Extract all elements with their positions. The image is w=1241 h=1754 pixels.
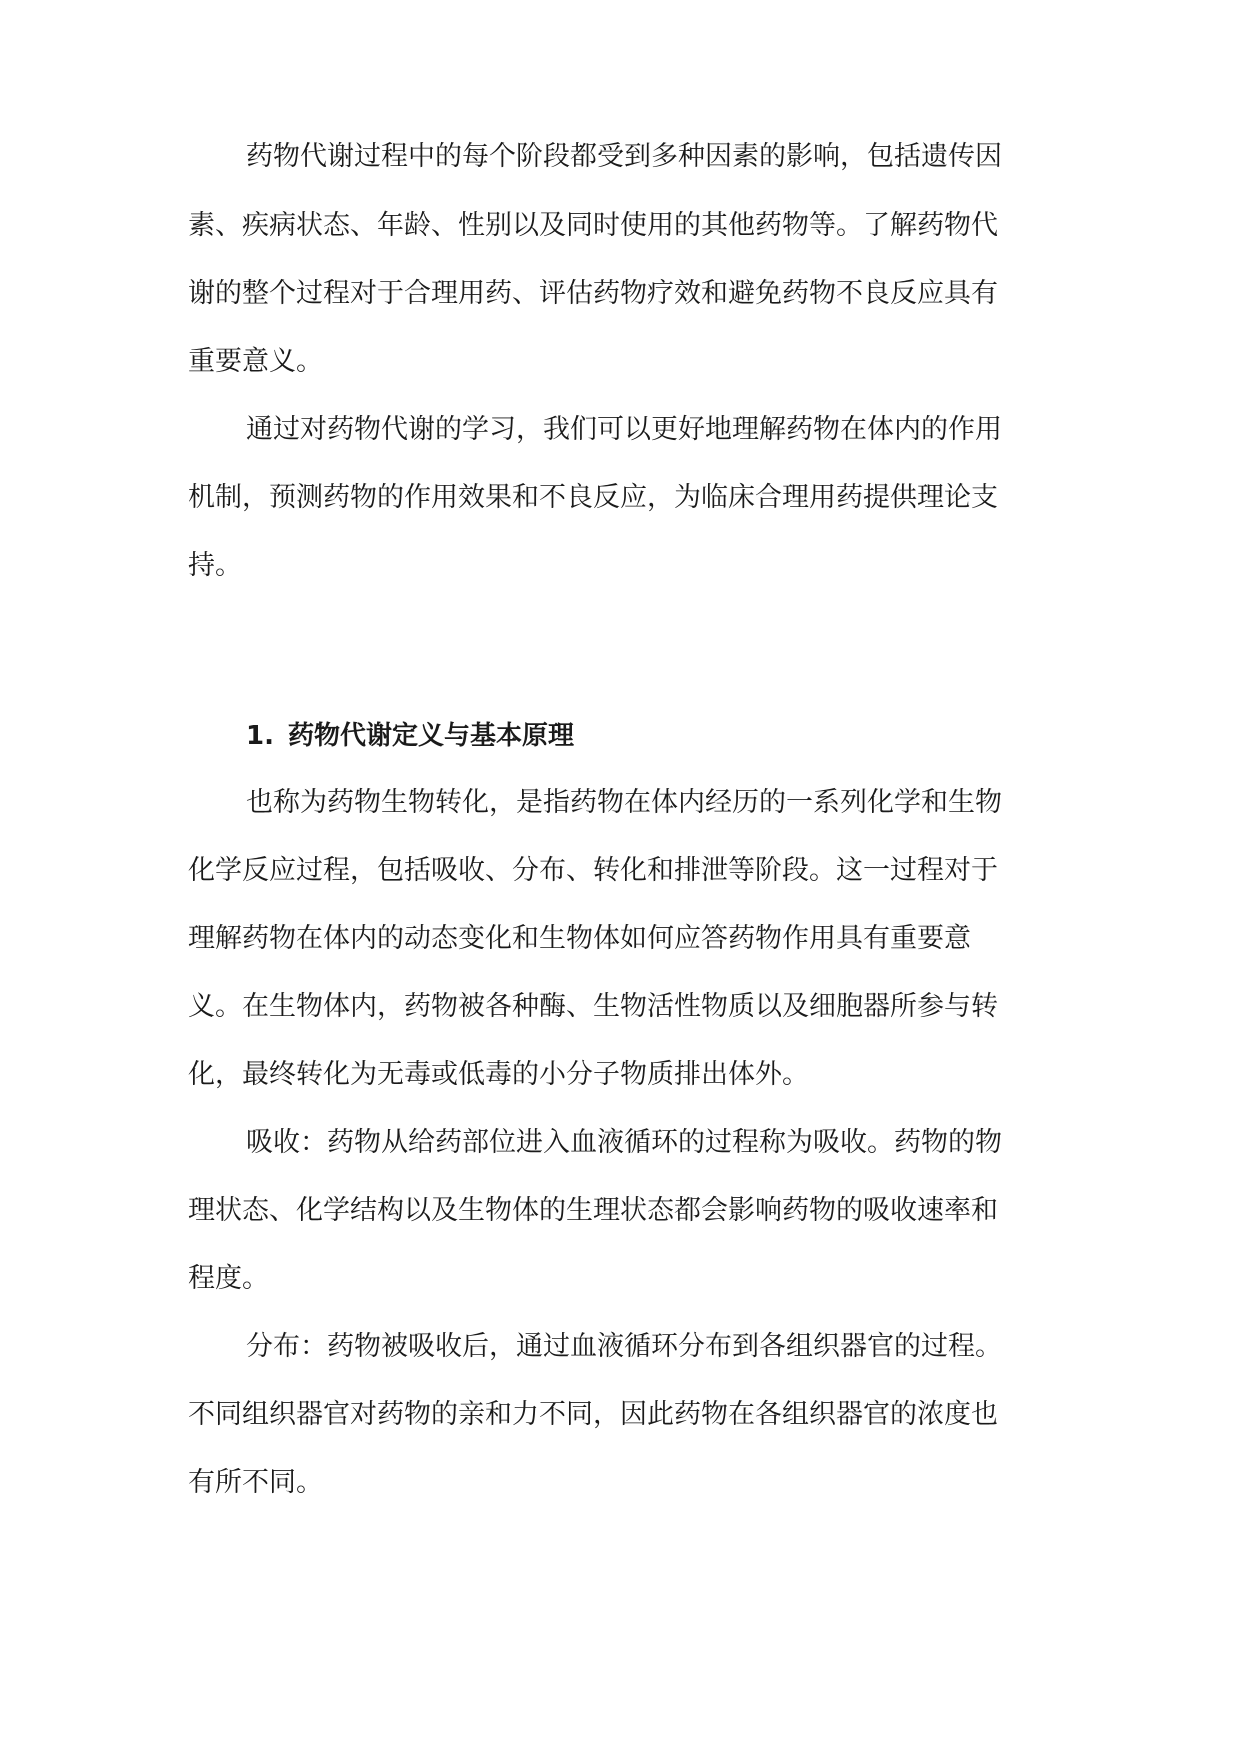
section-number: 1. — [246, 721, 274, 751]
section-paragraph-1-line-2: 化学反应过程，包括吸收、分布、转化和排泄等阶段。这一过程对于 — [188, 855, 998, 886]
section-paragraph-3-line-3: 有所不同。 — [188, 1467, 323, 1498]
section-paragraph-1-line-5: 化，最终转化为无毒或低毒的小分子物质排出体外。 — [188, 1059, 809, 1090]
section-paragraph-3-line-2: 不同组织器官对药物的亲和力不同，因此药物在各组织器官的浓度也 — [188, 1399, 998, 1430]
section-paragraph-1-line-4: 义。在生物体内，药物被各种酶、生物活性物质以及细胞器所参与转 — [188, 991, 998, 1022]
section-heading — [246, 718, 574, 754]
paragraph-1-line-4: 重要意义。 — [188, 346, 323, 377]
paragraph-2-line-3: 持。 — [188, 550, 242, 581]
paragraph-2-line-1: 通过对药物代谢的学习，我们可以更好地理解药物在体内的作用 — [246, 414, 1002, 445]
section-paragraph-3-line-1: 分布：药物被吸收后，通过血液循环分布到各组织器官的过程。 — [246, 1331, 1002, 1362]
section-paragraph-1-line-1: 也称为药物生物转化，是指药物在体内经历的一系列化学和生物 — [246, 787, 1002, 818]
section-paragraph-1-line-3: 理解药物在体内的动态变化和生物体如何应答药物作用具有重要意 — [188, 923, 971, 954]
section-title: 药物代谢定义与基本原理 — [288, 721, 575, 751]
paragraph-1-line-1: 药物代谢过程中的每个阶段都受到多种因素的影响，包括遗传因 — [246, 141, 1002, 172]
section-paragraph-2-line-1: 吸收：药物从给药部位进入血液循环的过程称为吸收。药物的物 — [246, 1127, 1002, 1158]
section-paragraph-2-line-3: 程度。 — [188, 1263, 269, 1294]
paragraph-1-line-3: 谢的整个过程对于合理用药、评估药物疗效和避免药物不良反应具有 — [188, 278, 998, 309]
paragraph-1-line-2: 素、疾病状态、年龄、性别以及同时使用的其他药物等。了解药物代 — [188, 210, 998, 241]
section-paragraph-2-line-2: 理状态、化学结构以及生物体的生理状态都会影响药物的吸收速率和 — [188, 1195, 998, 1226]
paragraph-2-line-2: 机制，预测药物的作用效果和不良反应，为临床合理用药提供理论支 — [188, 482, 998, 513]
